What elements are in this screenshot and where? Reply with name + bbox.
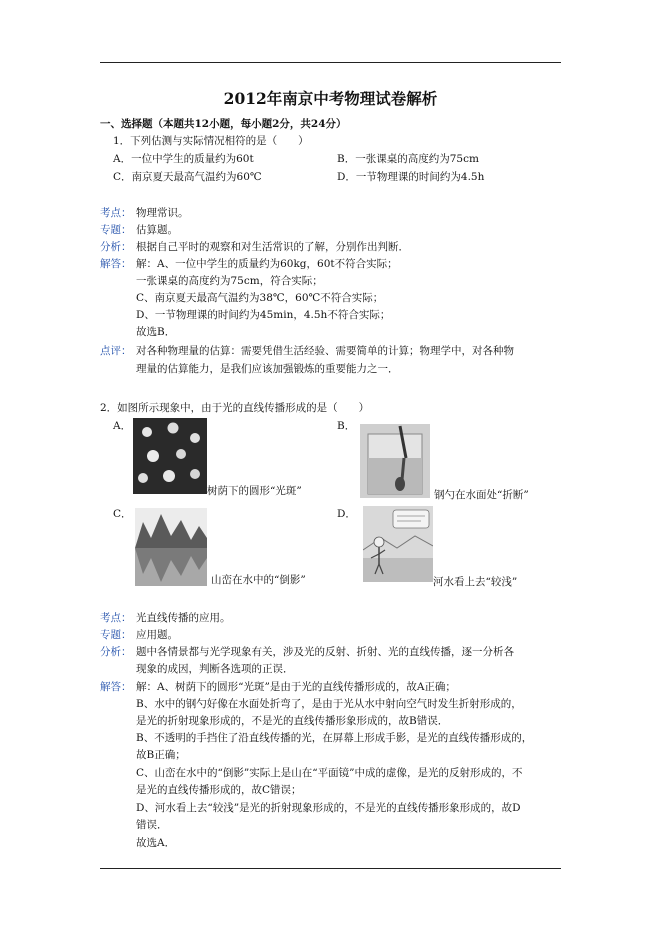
q2-option-c-letter: C． — [113, 508, 132, 520]
light-spots-image — [133, 418, 207, 494]
q2-jieda-line: D、河水看上去“较浅”是光的折射现象形成的，不是光的直线传播形象形成的，故D — [136, 802, 521, 814]
q1-dianping-line: 理量的估算能力，是我们应该加强锻炼的重要能力之一． — [136, 363, 399, 375]
q2-jieda-line: B、不透明的手挡住了沿直线传播的光，在屏幕上形成手影，是光的直线传播形成的， — [136, 732, 533, 744]
q2-jieda-line: C、山峦在水中的“倒影”实际上是山在“平面镜”中成的虚像，是光的反射形成的，不 — [136, 767, 523, 779]
q2-fenxi-label: 分析： — [100, 646, 132, 658]
q1-option-c: C．南京夏天最高气温约为60℃ — [113, 171, 262, 183]
q1-option-a: A．一位中学生的质量约为60t — [113, 153, 254, 165]
q2-option-a-letter: A． — [113, 420, 132, 432]
q2-jieda-label: 解答： — [100, 681, 132, 693]
q1-fenxi: 根据自己平时的观察和对生活常识的了解，分别作出判断． — [136, 241, 409, 253]
q1-jieda-line: 故选B． — [136, 326, 176, 338]
q1-option-d: D．一节物理课的时间约为4.5h — [337, 171, 485, 183]
section-heading: 一、选择题（本题共12小题，每小题2分，共24分） — [100, 118, 347, 130]
q2-zhuanti: 应用题。 — [136, 629, 178, 641]
q1-dianping-line: 对各种物理量的估算：需要凭借生活经验、需要简单的计算；物理学中，对各种物 — [136, 345, 514, 357]
top-rule — [100, 62, 561, 63]
q2-jieda-line: 是光的折射现象形成的，不是光的直线传播形象形成的，故B错误． — [136, 715, 449, 727]
q2-jieda-line: 错误． — [136, 819, 168, 831]
q1-zhuanti: 估算题。 — [136, 224, 178, 236]
q2-fenxi-line: 题中各情景都与光学现象有关，涉及光的反射、折射、光的直线传播，逐一分析各 — [136, 646, 514, 658]
q2-kaodian: 光直线传播的应用。 — [136, 612, 231, 624]
q2-stem: 2．如图所示现象中，由于光的直线传播形成的是（ ） — [100, 402, 370, 414]
q1-jieda-line: 解：A、一位中学生的质量约为60kg，60t不符合实际； — [136, 258, 398, 270]
q1-jieda-line: C、南京夏天最高气温约为38℃，60℃不符合实际； — [136, 292, 384, 304]
q2-jieda-line: B、水中的钢勺好像在水面处折弯了，是由于光从水中射向空气时发生折射形成的， — [136, 698, 522, 710]
q1-kaodian: 物理常识。 — [136, 207, 189, 219]
q1-jieda-line: 一张课桌的高度约为75cm，符合实际； — [136, 275, 323, 287]
q1-option-b: B．一张课桌的高度约为75cm — [337, 153, 479, 165]
page-title: 2012年南京中考物理试卷解析 — [223, 89, 438, 108]
q2-option-d-letter: D． — [337, 508, 356, 520]
q2-fenxi-line: 现象的成因，判断各选项的正误． — [136, 663, 294, 675]
q2-jieda-line: 解：A、树荫下的圆形“光斑”是由于光的直线传播形成的，故A正确； — [136, 681, 456, 693]
q2-caption-a: 树荫下的圆形“光斑” — [207, 485, 302, 497]
q2-kaodian-label: 考点： — [100, 612, 132, 624]
q1-stem: 1．下列估测与实际情况相符的是（ ） — [113, 135, 309, 147]
mountain-reflection-image — [135, 508, 207, 586]
q2-jieda-line: 是光的直线传播形成的，故C错误； — [136, 784, 302, 796]
q2-caption-c: 山峦在水中的“倒影” — [211, 574, 306, 586]
q2-jieda-line: 故选A． — [136, 837, 176, 849]
spoon-in-water-image — [360, 424, 430, 498]
q1-kaodian-label: 考点： — [100, 207, 132, 219]
bottom-rule — [100, 868, 561, 869]
q1-jieda-line: D、一节物理课的时间约为45min，4.5h不符合实际； — [136, 309, 391, 321]
q1-jieda-label: 解答： — [100, 258, 132, 270]
q1-zhuanti-label: 专题： — [100, 224, 132, 236]
q1-dianping-label: 点评： — [100, 345, 132, 357]
q2-caption-d: 河水看上去“较浅” — [433, 576, 518, 588]
q1-fenxi-label: 分析： — [100, 241, 132, 253]
q2-jieda-line: 故B正确； — [136, 749, 186, 761]
shallow-river-image — [363, 506, 433, 582]
q2-caption-b: 钢勺在水面处“折断” — [434, 489, 529, 501]
q2-zhuanti-label: 专题： — [100, 629, 132, 641]
q2-option-b-letter: B． — [337, 420, 356, 432]
